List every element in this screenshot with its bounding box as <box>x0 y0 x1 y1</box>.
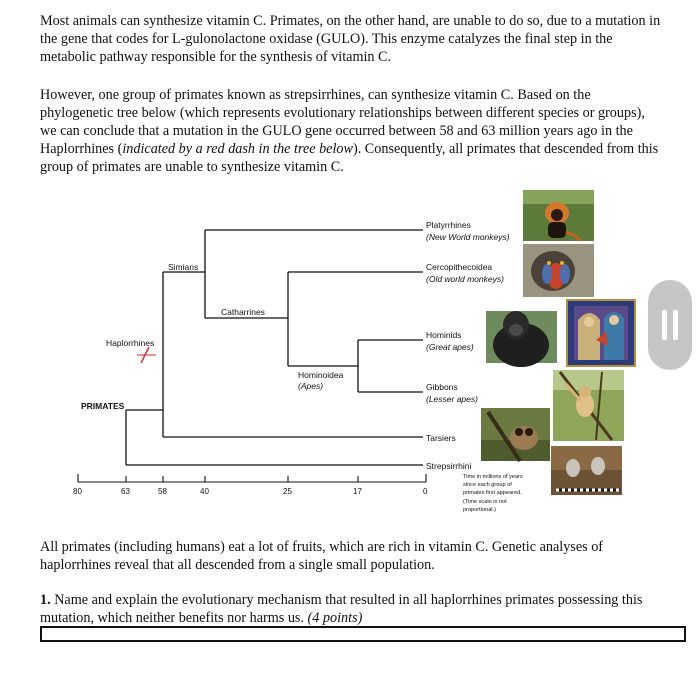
taxon-label-tarsiers: Tarsiers <box>426 433 456 443</box>
phylogeny-text-start: However, one group of primates known as strepsirrhines, can synthesize vitamin C. Based on the phylogenetic tree below (which represents evolutionary relationships between different species or groups), we can conclude that a mutation in the GULO gene occurred between 58 and 63 million years ago in the Haplorrhines ( <box>40 87 645 157</box>
time-note-line-4: (Time scale is not <box>463 499 507 505</box>
node-label-apes: (Apes) <box>298 381 324 391</box>
taxon-label-hominids: Hominids <box>426 330 462 340</box>
question-1-points: (4 points) <box>307 610 363 626</box>
taxon-sub-cercopithecoidea: (Old world monkeys) <box>426 274 504 284</box>
tick-label-25: 25 <box>283 487 292 496</box>
photo-manuscript-illustration <box>567 300 635 366</box>
taxon-sub-gibbons: (Lesser apes) <box>426 394 478 404</box>
photo-platyrrhine <box>523 190 594 241</box>
time-note-line-3: primates first appeared. <box>463 490 522 496</box>
question-1 <box>40 591 662 627</box>
time-note-line-2: since each group of <box>463 482 512 488</box>
taxon-label-gibbons: Gibbons <box>426 382 458 392</box>
photo-ring-tailed-lemurs <box>551 446 622 495</box>
taxon-label-strepsirrhini: Strepsirrhini <box>426 461 472 471</box>
tick-label-58: 58 <box>158 487 167 496</box>
tick-label-80: 80 <box>73 487 82 496</box>
node-label-haplorrhines: Haplorrhines <box>106 338 155 348</box>
time-axis <box>78 474 426 482</box>
scroll-handle[interactable] <box>648 280 692 370</box>
phylogeny-text-end: ). Consequently, all primates that descended from this group of primates are unable to synthesize vitamin C. <box>40 141 659 175</box>
photo-old-world-monkey <box>523 244 594 297</box>
photo-gibbon <box>553 370 624 441</box>
node-label-catharrines: Catharrines <box>221 307 265 317</box>
photo-tarsier <box>481 408 550 461</box>
node-label-hominoidea: Hominoidea <box>298 370 344 380</box>
scroll-handle-grip-right <box>673 310 678 340</box>
taxon-sub-platyrrhines: (New World monkeys) <box>426 232 510 242</box>
tick-label-17: 17 <box>353 487 362 496</box>
population-paragraph: All primates (including humans) eat a lot of fruits, which are rich in vitamin C. Genetic analyses of haplorrhines reveal that all descended from a single small population. <box>40 539 604 573</box>
taxon-sub-hominids: (Great apes) <box>426 342 474 352</box>
phylogeny-text-italic: indicated by a red dash in the tree below <box>122 141 353 157</box>
tick-label-0: 0 <box>423 487 428 496</box>
photo-gorilla <box>486 311 557 367</box>
answer-input-box[interactable] <box>40 626 686 642</box>
time-note-line-1: Time in millions of years <box>463 474 523 480</box>
intro-paragraph: Most animals can synthesize vitamin C. Primates, on the other hand, are unable to do so, due to a mutation in the gene that codes for L-gulonolactone oxidase (GULO). This enzyme catalyzes the final step in the metabolic pathway responsible for the synthesis of vitamin C. <box>40 13 661 65</box>
node-label-simians: Simians <box>168 262 199 272</box>
question-1-number: 1. <box>40 592 51 608</box>
node-label-primates: PRIMATES <box>81 401 125 411</box>
tick-label-40: 40 <box>200 487 209 496</box>
taxon-label-cercopithecoidea: Cercopithecoidea <box>426 262 493 272</box>
taxon-label-platyrrhines: Platyrrhines <box>426 220 471 230</box>
tick-label-63: 63 <box>121 487 130 496</box>
time-note-line-5: proportional.) <box>463 507 496 513</box>
question-1-text: Name and explain the evolutionary mechanism that resulted in all haplorrhines primates possessing this mutation, which neither benefits nor harms us. <box>40 592 643 626</box>
scroll-handle-grip-left <box>662 310 667 340</box>
